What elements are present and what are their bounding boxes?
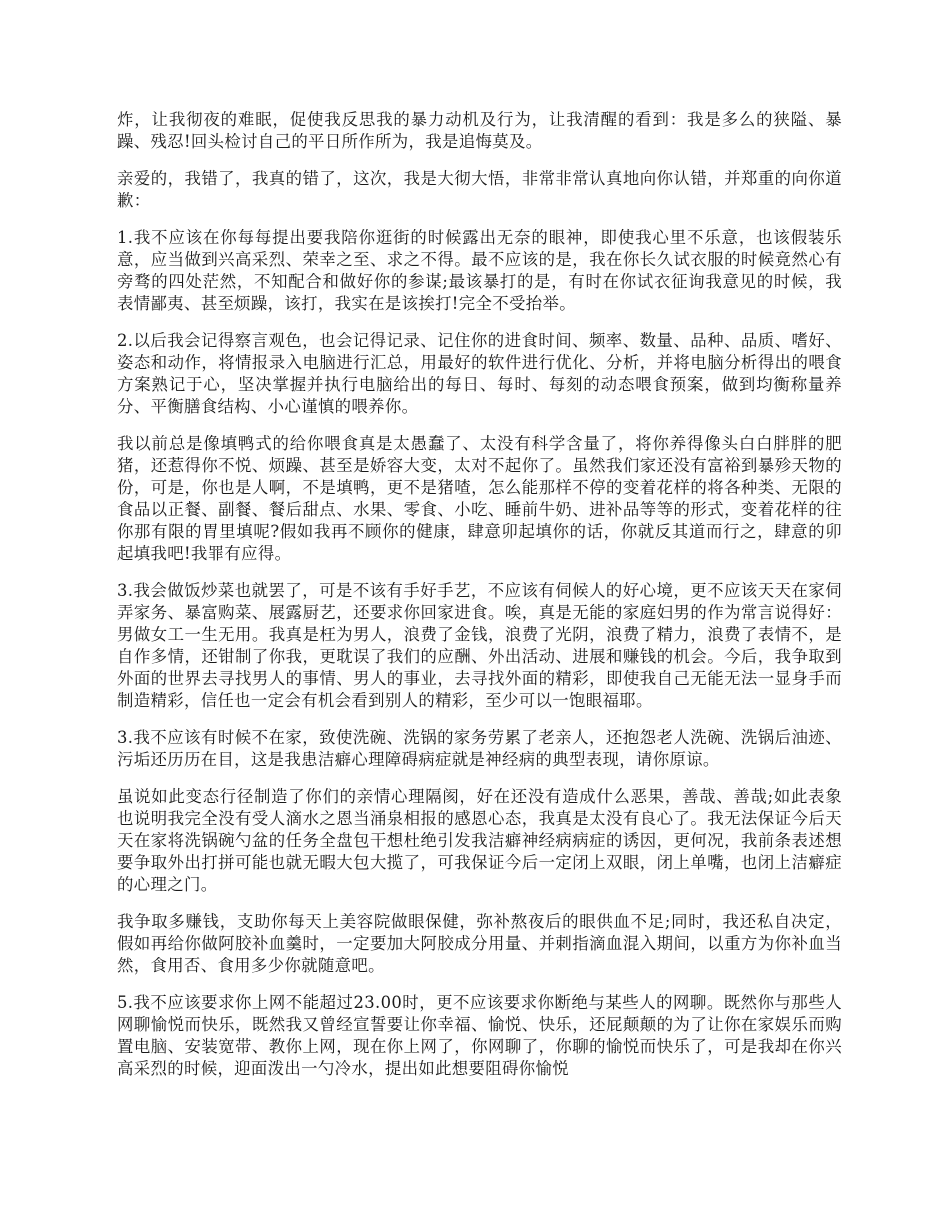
- paragraph: 虽说如此变态行径制造了你们的亲情心理隔阂，好在还没有造成什么恶果，善哉、善哉;如此表象也说明我完全没有受人滴水之恩当涌泉相报的感恩心态，我真是太没有良心了。我无法保证今后天天在家将洗锅碗勺盆的任务全盘包干想杜绝引发我洁癖神经病病症的诱因，更何况，我前条表述想要争取外出打拼可能也就无暇大包大揽了，可我保证今后一定闭上双眼，闭上单嘴，也闭上洁癖症的心理之门。: [117, 787, 842, 894]
- paragraph: 亲爱的，我错了，我真的错了，这次，我是大彻大悟，非常非常认真地向你认错，并郑重的向你道歉：: [117, 169, 842, 210]
- paragraph: 1.我不应该在你每每提出要我陪你逛街的时候露出无奈的眼神，即使我心里不乐意，也该假装乐意，应当做到兴高采烈、荣幸之至、求之不得。最不应该的是，我在你长久试衣服的时候竟然心有旁骛的四处茫然，不知配合和做好你的参谋;最该暴打的是，有时在你试衣征询我意见的时候，我表情鄙夷、甚至烦躁，该打，我实在是该挨打!完全不受抬举。: [117, 228, 842, 313]
- paragraph: 3.我会做饭炒菜也就罢了，可是不该有手好手艺，不应该有伺候人的好心境，更不应该天天在家伺弄家务、暴富购菜、展露厨艺，还要求你回家进食。唉，真是无能的家庭妇男的作为常言说得好：男做女工一生无用。我真是枉为男人，浪费了金钱，浪费了光阴，浪费了精力，浪费了表情不，是自作多情，还钳制了你我，更耽误了我们的应酬、外出活动、进展和赚钱的机会。今后，我争取到外面的世界去寻找男人的事情、男人的事业，去寻找外面的精彩，即使我自己无能无法一显身手而制造精彩，信任也一定会有机会看到别人的精彩，至少可以一饱眼福耶。: [117, 581, 842, 710]
- paragraph: 炸，让我彻夜的难眠，促使我反思我的暴力动机及行为，让我清醒的看到：我是多么的狭隘、暴躁、残忍!回头检讨自己的平日所作所为，我是追悔莫及。: [117, 110, 842, 151]
- paragraph: 5.我不应该要求你上网不能超过23.00时，更不应该要求你断绝与某些人的网聊。既然你与那些人网聊愉悦而快乐，既然我又曾经宣誓要让你幸福、愉悦、快乐，还屁颠颠的为了让你在家娱乐而购置电脑、安装宽带、教你上网，现在你上网了，你网聊了，你聊的愉悦而快乐了，可是我却在你兴高采烈的时候，迎面泼出一勺冷水，提出如此想要阻碍你愉悦: [117, 993, 842, 1078]
- paragraph: 我以前总是像填鸭式的给你喂食真是太愚蠢了、太没有科学含量了，将你养得像头白白胖胖的肥猪，还惹得你不悦、烦躁、甚至是娇容大变，太对不起你了。虽然我们家还没有富裕到暴殄天物的份，可是，你也是人啊，不是填鸭，更不是猪喳，怎么能那样不停的变着花样的将各种类、无限的食品以正餐、副餐、餐后甜点、水果、零食、小吃、睡前牛奶、进补品等等的形式，变着花样的往你那有限的胃里填呢?假如我再不顾你的健康，肆意卯起填你的话，你就反其道而行之，肆意的卯起填我吧!我罪有应得。: [117, 434, 842, 563]
- document-body: [117, 109, 842, 1095]
- paragraph: 我争取多赚钱，支助你每天上美容院做眼保健，弥补熬夜后的眼供血不足;同时，我还私自决定，假如再给你做阿胶补血羹时，一定要加大阿胶成分用量、并刺指滴血混入期间，以重方为你补血当然，食用否、食用多少你就随意吧。: [117, 912, 842, 975]
- paragraph: 3.我不应该有时候不在家，致使洗碗、洗锅的家务劳累了老亲人，还抱怨老人洗碗、洗锅后油迹、污垢还历历在目，这是我患洁癖心理障碍病症就是神经病的典型表现，请你原谅。: [117, 728, 842, 769]
- paragraph: 2.以后我会记得察言观色，也会记得记录、记住你的进食时间、频率、数量、品种、品质、嗜好、姿态和动作，将情报录入电脑进行汇总，用最好的软件进行优化、分析，并将电脑分析得出的喂食方案熟记于心，坚决掌握并执行电脑给出的每日、每时、每刻的动态喂食预案，做到均衡称量养分、平衡膳食结构、小心谨慎的喂养你。: [117, 331, 842, 416]
